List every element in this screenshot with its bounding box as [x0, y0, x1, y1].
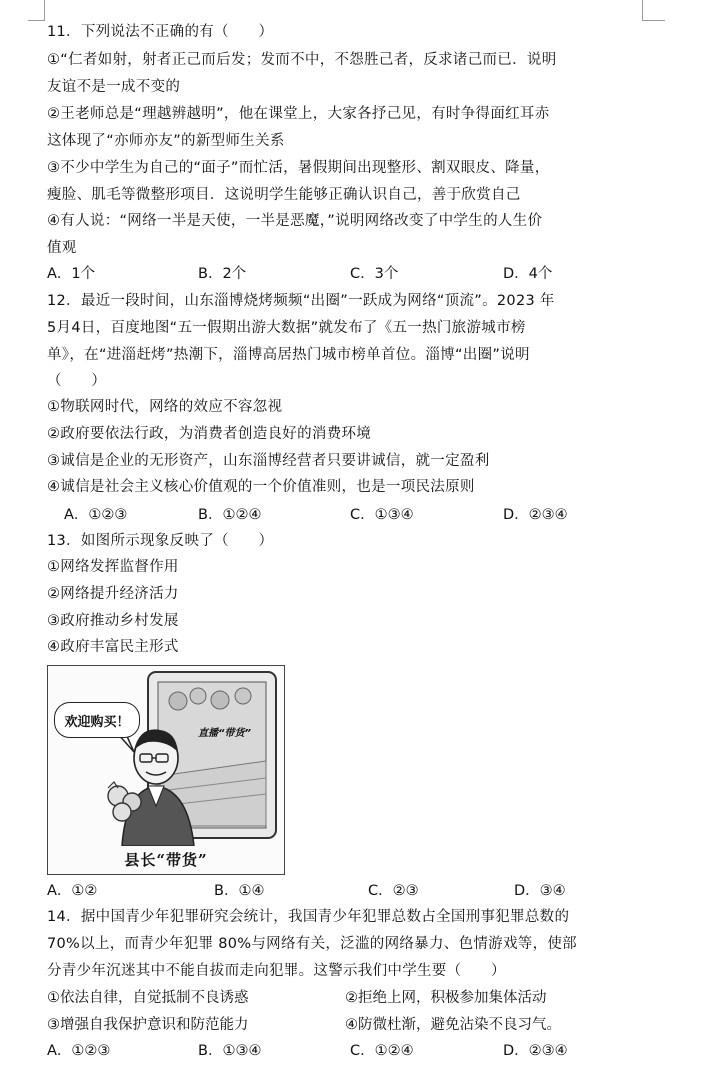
- q13-statement-1: ①网络发挥监督作用: [47, 559, 179, 575]
- q12-statement-2: ②政府要依法行政，为消费者创造良好的消费环境: [47, 426, 372, 442]
- q14-stem-line-1: 14．据中国青少年犯罪研究会统计，我国青少年犯罪总数占全国刑事犯罪总数的: [47, 909, 570, 925]
- q11-statement-3-cont: 瘦脸、肌毛等微整形项目．这说明学生能够正确认识自己，善于欣赏自己: [47, 187, 521, 203]
- q12-stem-line-1: 12．最近一段时间，山东淄博烧烤频频“出圈”一跃成为网络“顶流”。2023 年: [47, 293, 555, 309]
- q13-statement-4: ④政府丰富民主形式: [47, 639, 179, 655]
- q11-statement-3: ③不少中学生为自己的“面子”而忙活，暑假期间出现整形、割双眼皮、降量，: [47, 160, 550, 176]
- figure-caption: 县长“带货”: [124, 851, 208, 869]
- q11-statement-2: ②王老师总是“理越辨越明”，他在课堂上，大家各抒己见，有时争得面红耳赤: [47, 106, 550, 122]
- q11-option-a[interactable]: A．1个: [47, 266, 96, 282]
- q14-stem-line-2: 70%以上，而青少年犯罪 80%与网络有关，泛滥的网络暴力、色情游戏等，使部: [47, 936, 577, 952]
- q12-option-b[interactable]: B．①②④: [198, 507, 262, 523]
- q14-stem-line-3: 分青少年沉迷其中不能自拔而走向犯罪。这警示我们中学生要（ ）: [47, 963, 506, 979]
- q12-option-d[interactable]: D．②③④: [503, 507, 568, 523]
- q13-cartoon-figure: [47, 665, 285, 875]
- q12-option-c[interactable]: C．①③④: [350, 507, 414, 523]
- q12-stem-line-3: 单》，在“进淄赶烤”热潮下，淄博高居热门城市榜单首位。淄博“出圈”说明: [47, 347, 530, 363]
- q13-stem: 13．如图所示现象反映了（ ）: [47, 533, 274, 549]
- q12-statement-4: ④诚信是社会主义核心价值观的一个价值准则，也是一项民法原则: [47, 479, 475, 495]
- q11-statement-2-cont: 这体现了“亦师亦友”的新型师生关系: [47, 133, 285, 149]
- q14-option-b[interactable]: B．①③④: [198, 1043, 262, 1059]
- q14-statement-4: ④防微杜渐，避免沾染不良习气。: [345, 1017, 561, 1033]
- q14-option-a[interactable]: A．①②③: [47, 1043, 111, 1059]
- q12-option-a[interactable]: A．①②③: [64, 507, 128, 523]
- q11-statement-4-cont: 值观: [47, 240, 77, 256]
- q11-option-d[interactable]: D．4个: [503, 266, 553, 282]
- q13-option-b[interactable]: B．①④: [214, 883, 265, 899]
- q13-option-a[interactable]: A．①②: [47, 883, 98, 899]
- q11-statement-1-cont: 友谊不是一成不变的: [47, 79, 181, 95]
- q14-statement-3: ③增强自我保护意识和防范能力: [47, 1017, 249, 1033]
- crop-mark-right: [642, 0, 665, 21]
- q13-statement-2: ②网络提升经济活力: [47, 586, 179, 602]
- q11-stem: 11．下列说法不正确的有（ ）: [47, 24, 274, 40]
- q14-option-d[interactable]: D．②③④: [503, 1043, 568, 1059]
- q13-option-d[interactable]: D．③④: [514, 883, 566, 899]
- speech-bubble: 欢迎购买！: [54, 702, 140, 738]
- livestream-badge: 直播“带货”: [198, 728, 251, 739]
- q12-stem-line-2: 5月4日，百度地图“五一假期出游大数据”就发布了《五一热门旅游城市榜: [47, 320, 526, 336]
- q11-option-c[interactable]: C．3个: [350, 266, 399, 282]
- q11-statement-4: ④有人说：“网络一半是天使，一半是恶魔，”说明网络改变了中学生的人生价: [47, 213, 543, 229]
- q13-option-c[interactable]: C．②③: [368, 883, 419, 899]
- q12-statement-1: ①物联网时代，网络的效应不容忽视: [47, 399, 283, 415]
- q11-option-b[interactable]: B．2个: [198, 266, 247, 282]
- q14-statement-1: ①依法自律，自觉抵制不良诱惑: [47, 990, 249, 1006]
- q14-statement-2: ②拒绝上网，积极参加集体活动: [345, 990, 547, 1006]
- q11-statement-1: ①“仁者如射，射者正己而后发；发而不中，不怨胜己者，反求诸己而已．说明: [47, 52, 557, 68]
- q12-stem-line-4: （ ）: [47, 373, 107, 389]
- q12-statement-3: ③诚信是企业的无形资产，山东淄博经营者只要讲诚信，就一定盈利: [47, 453, 490, 469]
- q14-option-c[interactable]: C．①②④: [350, 1043, 414, 1059]
- crop-mark-left: [28, 0, 45, 21]
- livestream-cartoon-illustration: [48, 666, 284, 846]
- q13-statement-3: ③政府推动乡村发展: [47, 613, 179, 629]
